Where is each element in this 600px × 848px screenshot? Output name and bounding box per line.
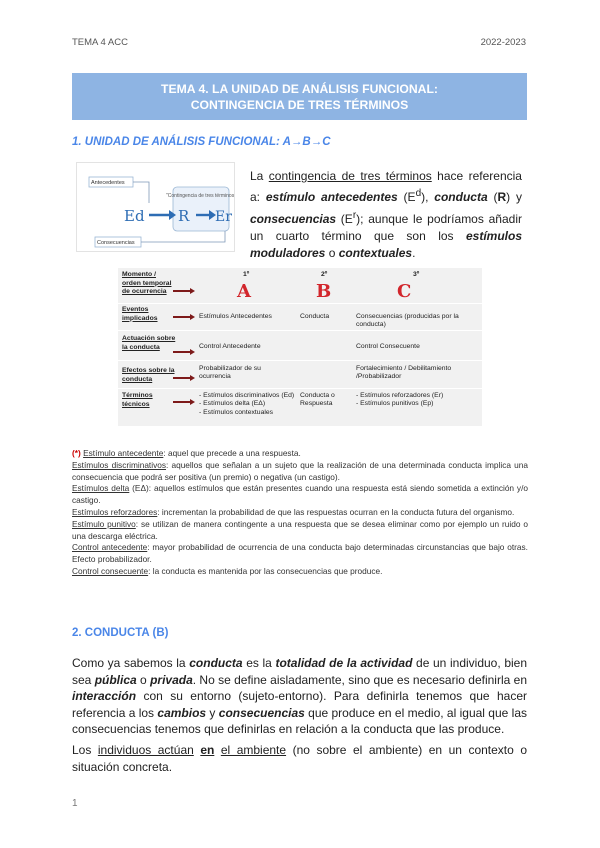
intro-link-term: contingencia de tres términos <box>268 169 432 183</box>
para-term: interacción <box>72 689 137 704</box>
termino-ed: - Estímulos discriminativos (Ed) <box>199 392 295 399</box>
individuos-paragraph <box>72 742 527 775</box>
letter-c: C <box>397 281 412 302</box>
abc-diagram-svg <box>77 163 234 251</box>
intro-sup: d <box>415 188 422 200</box>
termino-edelta: - Estímulos delta (EΔ) <box>199 400 266 408</box>
intro-text: La <box>250 169 269 183</box>
section-1-title: 1. UNIDAD DE ANÁLISIS FUNCIONAL: A→B→C <box>72 136 331 148</box>
intro-r: R <box>497 190 507 205</box>
section-2-title: 2. CONDUCTA (B) <box>72 627 169 639</box>
row-arrow <box>173 377 192 379</box>
para-term: pública <box>94 672 137 687</box>
letter-a: A <box>237 281 251 302</box>
letter-b: B <box>316 281 332 302</box>
cell-events-c: Consecuencias (producidas por la conducta) <box>356 313 459 329</box>
cell-efectos-a: Probabilizador de su ocurrencia <box>199 365 261 381</box>
para-text: y <box>206 705 219 720</box>
table-row-actuacion <box>118 330 482 351</box>
title-banner <box>72 73 527 120</box>
intro-term: contextuales <box>338 246 413 261</box>
note-term: Estímulo antecedente <box>83 448 164 458</box>
abc-table <box>118 268 482 426</box>
para-text: Como ya sabemos la <box>72 656 190 670</box>
er-label: Er <box>215 209 232 225</box>
intro-term: conducta <box>434 190 488 205</box>
header-left: TEMA 4 ACC <box>72 37 128 48</box>
cell-events-b: Conducta <box>300 313 330 320</box>
para-text: es la <box>242 656 276 670</box>
intro-text: o <box>325 246 339 261</box>
cell-terminos-b: Conducta o Respuesta <box>300 392 335 408</box>
note-term: Control consecuente <box>72 565 149 576</box>
para-text: . No se define aisladamente, sino que es necesario definirla en <box>192 672 527 687</box>
note-text: : la conducta es mantenida por las consecuencias que produce. <box>148 565 383 576</box>
para-term: cambios <box>157 705 207 720</box>
title-line-1: TEMA 4. LA UNIDAD DE ANÁLISIS FUNCIONAL: <box>161 82 438 96</box>
abc-diagram <box>77 163 234 251</box>
cell-actuacion-c: Control Consecuente <box>356 343 420 350</box>
cell-events-a: Estímulos Antecedentes <box>199 313 272 320</box>
para-text: Los <box>72 743 98 757</box>
para-bold: en <box>200 743 215 757</box>
row-label-actuacion: Actuación sobre la conducta <box>122 335 176 351</box>
antecedentes-label: Antecedentes <box>91 180 125 186</box>
intro-text: (E <box>336 211 353 226</box>
contingency-label: "Contingencia de tres términos" <box>166 193 234 199</box>
connector-bottom <box>141 231 225 242</box>
note-item <box>72 448 528 460</box>
cell-terminos-c <box>356 392 478 409</box>
row-arrow <box>173 401 192 403</box>
para-term: totalidad de la actividad <box>275 656 413 670</box>
note-item <box>72 566 528 578</box>
note-item <box>72 542 528 566</box>
note-text: : se utilizan de manera contingente a una respuesta que se desea eliminar como por ejemplo un ruido o una descarga eléctrica. <box>72 518 528 541</box>
intro-text: ), <box>421 190 435 205</box>
row-label-eventos: Eventos implicados <box>122 306 158 322</box>
intro-term: estímulos moduladores <box>250 228 522 261</box>
note-text: : mayor probabilidad de ocurrencia de una conducta bajo determinadas circunstancias que bajo otras. Efecto probabilizador. <box>72 542 528 565</box>
para-text: (no sobre el ambiente) en un contexto o situación concreta. <box>72 743 527 774</box>
intro-sup: r <box>352 209 357 221</box>
note-mark: (*) <box>72 448 81 458</box>
para-text: o <box>136 672 151 687</box>
note-item <box>72 519 528 543</box>
termino-ep: - Estímulos punitivos (Ep) <box>356 400 434 408</box>
table-row-terminos <box>118 388 482 416</box>
note-term: Estímulo punitivo <box>72 518 136 529</box>
note-term: Control antecedente <box>72 542 148 553</box>
intro-term: consecuencias <box>250 211 337 226</box>
row-arrow <box>173 290 192 292</box>
para-term: consecuencias <box>218 705 305 720</box>
intro-paragraph <box>250 168 522 262</box>
termino-contextuales: - Estímulos contextuales <box>199 408 274 416</box>
para-text: de un individuo, bien sea <box>72 656 528 687</box>
para-underline: el ambiente <box>220 743 287 757</box>
note-item <box>72 507 528 519</box>
r-label: R <box>178 207 190 225</box>
title-line-2: CONTINGENCIA DE TRES TÉRMINOS <box>190 98 409 112</box>
col-head-3: 3º <box>413 271 420 278</box>
row-label-terminos: Términos técnicos <box>122 392 153 408</box>
note-text: : incrementan la probabilidad de que las respuestas ocurran en la conducta futura del organismo. <box>157 506 515 517</box>
row-arrow <box>173 316 192 318</box>
table-row-efectos <box>118 360 482 383</box>
page-number: 1 <box>72 798 78 809</box>
termino-er: - Estímulos reforzadores (Er) <box>356 392 444 399</box>
note-term: Estímulos reforzadores <box>72 506 158 517</box>
para-term: privada <box>150 672 193 687</box>
ed-label: Ed <box>124 207 145 225</box>
connector-top <box>133 182 149 203</box>
note-item <box>72 460 528 484</box>
cell-efectos-c: Fortalecimiento / Debilitamiento /Probabilizador <box>356 365 452 381</box>
col-head-2: 2º <box>321 271 328 278</box>
para-underline: individuos actúan <box>97 743 194 757</box>
intro-text: ); aunque le podríamos añadir un cuarto término que son los <box>250 211 522 243</box>
table-row-eventos <box>118 303 482 329</box>
note-text: : aquel que precede a una respuesta. <box>163 448 301 458</box>
intro-text: (E <box>397 190 416 205</box>
row-label-momento: Momento / orden temporal de ocurrencia <box>122 271 172 295</box>
row-arrow <box>173 351 192 353</box>
col-head-1: 1º <box>243 271 250 278</box>
row-label-efectos: Efectos sobre la conducta <box>122 367 175 383</box>
note-term: Estímulos delta <box>72 483 130 494</box>
intro-text: ( <box>487 190 498 205</box>
para-text: que produce en el medio, al igual que las consecuencias tenemos que definirlas en relación a la conducta que las produce. <box>72 705 527 737</box>
note-text: (EΔ): aquellos estímulos que están presentes cuando una respuesta está siendo sometida a extinción y/o castigo. <box>72 483 528 506</box>
note-term: Estímulos discriminativos <box>72 459 166 470</box>
conducta-paragraph <box>72 655 527 738</box>
note-text: : aquellos que señalan a un sujeto que la realización de una determinada conducta implica una consecuencia que podrá ser positiva (un premio) o negativa (un castigo). <box>72 459 529 482</box>
consecuencias-label: Consecuencias <box>97 240 135 246</box>
intro-text: . <box>412 246 416 261</box>
intro-text: ) y <box>506 190 522 205</box>
note-item <box>72 483 528 507</box>
cell-actuacion-a: Control Antecedente <box>199 343 261 350</box>
intro-term: estímulo antecedentes <box>265 190 398 205</box>
cell-terminos-a <box>199 392 297 417</box>
glossary-notes <box>72 448 528 578</box>
para-text: con su entorno (sujeto-entorno). Para definirla tenemos que hacer referencia a los <box>72 689 527 720</box>
para-term: conducta <box>189 656 243 670</box>
intro-text: hace referencia a: <box>250 169 522 205</box>
header-right: 2022-2023 <box>480 37 526 48</box>
